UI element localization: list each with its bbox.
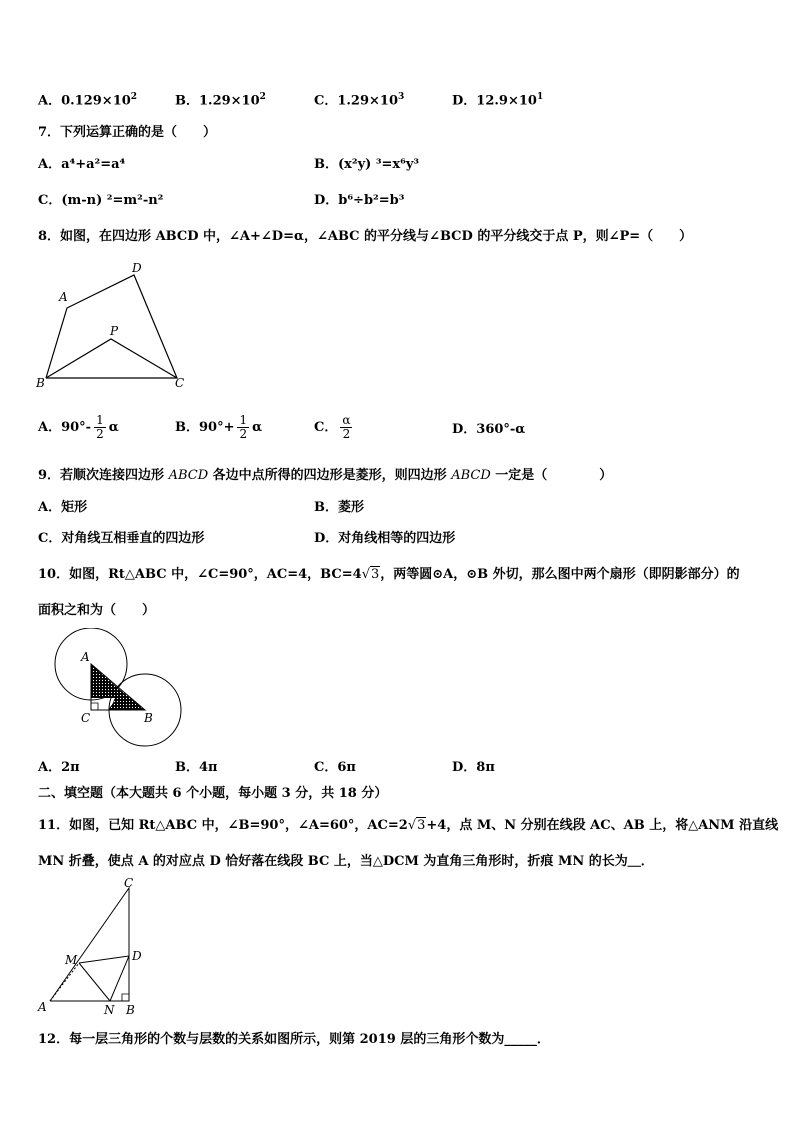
q8-a-fraction: $\frac{1}{2}$ — [96, 413, 104, 441]
q8-figure-bisectors — [46, 339, 177, 378]
q7-option-b: B．(x²y) ³=x⁶y³ — [314, 157, 420, 172]
q6-option-a: A．$0.129\times 10^2$ — [38, 92, 138, 109]
q10-circles-figure — [50, 628, 190, 753]
q10-sqrt: √3 — [361, 567, 380, 582]
section-heading: 二、填空题（本大题共 6 个小题，每小题 3 分，共 18 分） — [38, 786, 388, 801]
q8-option-a: A．90°- $\frac{1}{2}$ α — [38, 413, 119, 441]
q8-b-fraction: $\frac{1}{2}$ — [239, 413, 248, 441]
q8-label-d: D — [132, 261, 142, 275]
q11-label-d: D — [132, 949, 142, 963]
q12-stem: 12．每一层三角形的个数与层数的关系如图所示，则第 2019 层的三角形个数为_____． — [38, 1032, 550, 1047]
q7-stem: 7．下列运算正确的是（ ） — [38, 125, 217, 140]
q8-c-fraction: $\frac{\alpha}{2}$ — [342, 413, 351, 441]
q7-option-d: D．b⁶÷b²=b³ — [314, 193, 405, 208]
q6-option-b: B．$1.29\times 10^2$ — [175, 92, 266, 109]
q10-stem-line2: 面积之和为（ ） — [38, 603, 156, 618]
q10-option-d: D．8π — [452, 760, 495, 775]
q10-label-a: A — [81, 650, 90, 664]
q10-option-b: B．4π — [175, 760, 218, 775]
q11-sqrt: √3 — [407, 818, 426, 833]
q8-stem: 8．如图，在四边形 ABCD 中，∠A+∠D=α，∠ABC 的平分线与∠BCD 的平分线交于点 P，则∠P=（ ） — [38, 229, 693, 244]
q10-sector-a — [91, 664, 118, 698]
q7-option-c: C．(m-n) ²=m²-n² — [38, 193, 164, 208]
q11-stem-line2: MN 折叠，使点 A 的对应点 D 恰好落在线段 BC 上，当△DCM 为直角三角形时，折痕 MN 的长为＿． — [38, 854, 654, 869]
q8-label-c: C — [175, 376, 185, 390]
q11-label-n: N — [104, 1003, 115, 1017]
q11-fold-line — [79, 963, 110, 1001]
q8-label-b: B — [36, 376, 45, 390]
q8-label-a: A — [59, 290, 68, 304]
q6-option-c: C．$1.29\times 10^3$ — [314, 92, 405, 109]
q7-option-a: A．a⁴+a²=a⁴ — [38, 157, 126, 172]
q8-label-p: P — [110, 324, 119, 338]
q11-stem: 11．如图，已知 Rt△ABC 中，∠B=90°，∠A=60°，AC=2√3+4，点 M、N 分别在线段 AC、AB 上，将△ANM 沿直线 — [38, 818, 779, 833]
q11-segment-md — [79, 956, 129, 963]
q9-option-a: A．矩形 — [38, 500, 88, 515]
q6-option-d: D．$12.9\times 10^1$ — [452, 92, 544, 109]
q10-option-c: C．6π — [314, 760, 356, 775]
q10-right-angle-mark — [91, 703, 98, 710]
q10-stem: 10．如图，Rt△ABC 中，∠C=90°，AC=4，BC=4√3，两等圆⊙A，⊙B 外切，那么图中两个扇形（即阴影部分）的 — [38, 567, 740, 582]
q11-label-a: A — [38, 1000, 47, 1014]
q9-option-c: C．对角线互相垂直的四边形 — [38, 531, 205, 546]
q11-label-m: M — [65, 953, 78, 967]
q8-quadrilateral-figure — [34, 258, 194, 393]
q10-option-a: A．2π — [38, 760, 80, 775]
q8-option-d: D．360°-α — [452, 422, 526, 437]
q9-stem: 9．若顺次连接四边形 ABCD 各边中点所得的四边形是菱形，则四边形 ABCD 一定是（ ） — [38, 468, 613, 483]
q8-option-b: B．90°+ $\frac{1}{2}$ α — [175, 413, 263, 441]
q11-label-c: C — [124, 876, 134, 890]
q8-option-c: C． $\frac{\alpha}{2}$ — [314, 413, 351, 441]
q11-triangle-figure — [34, 874, 154, 1019]
q10-label-b: B — [144, 711, 153, 725]
q11-label-b: B — [126, 1003, 135, 1017]
q9-option-d: D．对角线相等的四边形 — [314, 531, 456, 546]
q10-label-c: C — [81, 711, 91, 725]
q9-option-b: B．菱形 — [314, 500, 364, 515]
q11-right-angle-mark — [122, 994, 129, 1001]
